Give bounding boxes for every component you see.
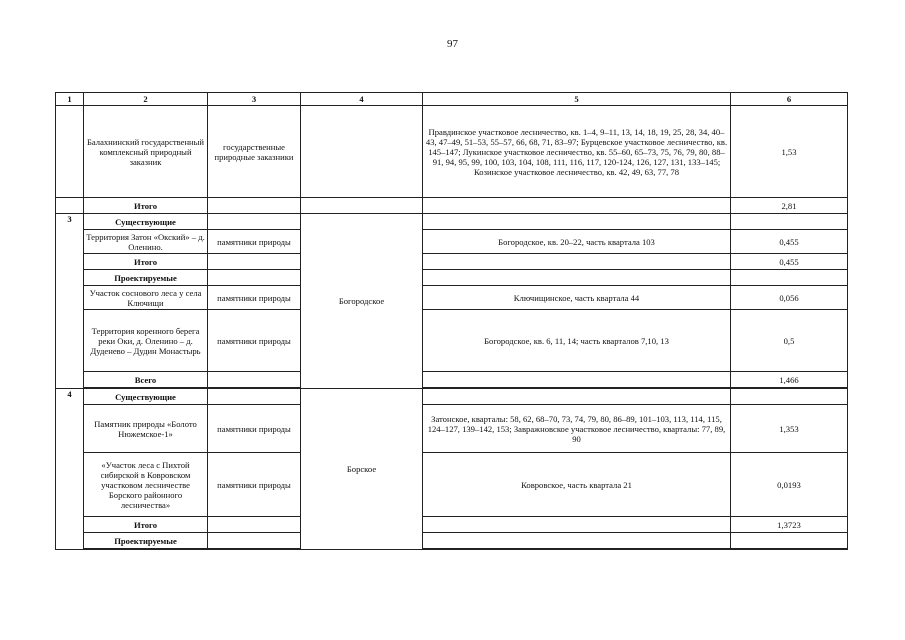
table-row bbox=[56, 549, 848, 550]
table-row bbox=[56, 198, 848, 214]
table-row bbox=[56, 270, 848, 286]
total-label: Итого bbox=[84, 254, 208, 270]
table-row bbox=[56, 254, 848, 270]
category-cell: памятники природы bbox=[208, 405, 301, 453]
total-label: Итого bbox=[84, 517, 208, 533]
header-cell-5: 5 bbox=[423, 93, 731, 106]
total-value: 1,3723 bbox=[731, 517, 848, 533]
protected-areas-table bbox=[55, 92, 848, 550]
name-cell: Балахнинский государственный комплексный природный заказник bbox=[84, 106, 208, 198]
group-label: Проектируемые bbox=[84, 533, 208, 549]
location-cell: Ковровское, часть квартала 21 bbox=[423, 453, 731, 517]
table-row bbox=[56, 533, 848, 549]
location-cell: Богородское, кв. 6, 11, 14; часть кварталов 7,10, 13 bbox=[423, 310, 731, 372]
table-row bbox=[56, 286, 848, 310]
grand-total-value: 1,466 bbox=[731, 372, 848, 388]
name-cell: Территория коренного берега реки Оки, д. Оленино – д. Дуденево – Дудин Монастырь bbox=[84, 310, 208, 372]
category-cell: памятники природы bbox=[208, 453, 301, 517]
total-value: 2,81 bbox=[731, 198, 848, 214]
table-row bbox=[56, 310, 848, 372]
category-cell: памятники природы bbox=[208, 286, 301, 310]
district-cell: Борское bbox=[301, 389, 423, 550]
location-cell: Правдинское участковое лесничество, кв. 1–4, 9–11, 13, 14, 18, 19, 25, 28, 34, 40–43, 47–49, 51–53, 55–57, 66, 68, 71, 83–97; Бурцевское участковое лесничество, кв. 145–147; Лукинское участковое лесничество, кв. 55–60, 65–73, 75, 76, 79, 80, 88–91, 94, 95, 99, 100, 103, 104, 108, 111, 116, 117, 120-124, 126, 127, 131, 133–145; Козинское участковое лесничество, кв. 42, 49, 63, 77, 78 bbox=[423, 106, 731, 198]
district-cell: Богородское bbox=[301, 214, 423, 389]
group-label: Существующие bbox=[84, 214, 208, 230]
section-number: 3 bbox=[56, 214, 84, 389]
table-row bbox=[56, 230, 848, 254]
area-cell: 1,53 bbox=[731, 106, 848, 198]
table-row bbox=[56, 389, 848, 405]
category-cell: памятники природы bbox=[208, 310, 301, 372]
name-cell: Памятник природы «Болото Нюжемское-1» bbox=[84, 405, 208, 453]
location-cell: Затонское, кварталы: 58, 62, 68–70, 73, 74, 79, 80, 86–89, 101–103, 113, 114, 115, 124–127, 139–142, 153; Завражновское участковое лесничество, кварталы: 77, 89, 90 bbox=[423, 405, 731, 453]
header-cell-3: 3 bbox=[208, 93, 301, 106]
group-label: Существующие bbox=[84, 389, 208, 405]
location-cell: Ключищинское, часть квартала 44 bbox=[423, 286, 731, 310]
area-cell: 0,455 bbox=[731, 230, 848, 254]
num-cell bbox=[56, 106, 84, 198]
grand-total-label: Всего bbox=[84, 372, 208, 388]
category-cell: государственные природные заказники bbox=[208, 106, 301, 198]
location-cell: Богородское, кв. 20–22, часть квартала 103 bbox=[423, 230, 731, 254]
area-cell: 0,0193 bbox=[731, 453, 848, 517]
area-cell: 1,353 bbox=[731, 405, 848, 453]
header-cell-4: 4 bbox=[301, 93, 423, 106]
table-row bbox=[56, 405, 848, 453]
header-cell-2: 2 bbox=[84, 93, 208, 106]
area-cell: 0,056 bbox=[731, 286, 848, 310]
header-cell-1: 1 bbox=[56, 93, 84, 106]
table-row bbox=[56, 453, 848, 517]
group-label: Проектируемые bbox=[84, 270, 208, 286]
area-cell: 0,5 bbox=[731, 310, 848, 372]
table-row bbox=[56, 517, 848, 533]
total-label: Итого bbox=[84, 198, 208, 214]
header-cell-6: 6 bbox=[731, 93, 848, 106]
district-cell bbox=[301, 106, 423, 198]
name-cell: «Участок леса с Пихтой сибирской в Ковровском участковом лесничестве Борского районного лесничества» bbox=[84, 453, 208, 517]
page-number: 97 bbox=[447, 38, 458, 50]
section-number: 4 bbox=[56, 389, 84, 550]
category-cell: памятники природы bbox=[208, 230, 301, 254]
header-row bbox=[56, 93, 848, 106]
table-row bbox=[56, 372, 848, 388]
name-cell: Участок соснового леса у села Ключищи bbox=[84, 286, 208, 310]
total-value: 0,455 bbox=[731, 254, 848, 270]
table-row bbox=[56, 106, 848, 198]
table-row bbox=[56, 214, 848, 230]
name-cell: Территория Затон «Окский» – д. Оленино. bbox=[84, 230, 208, 254]
